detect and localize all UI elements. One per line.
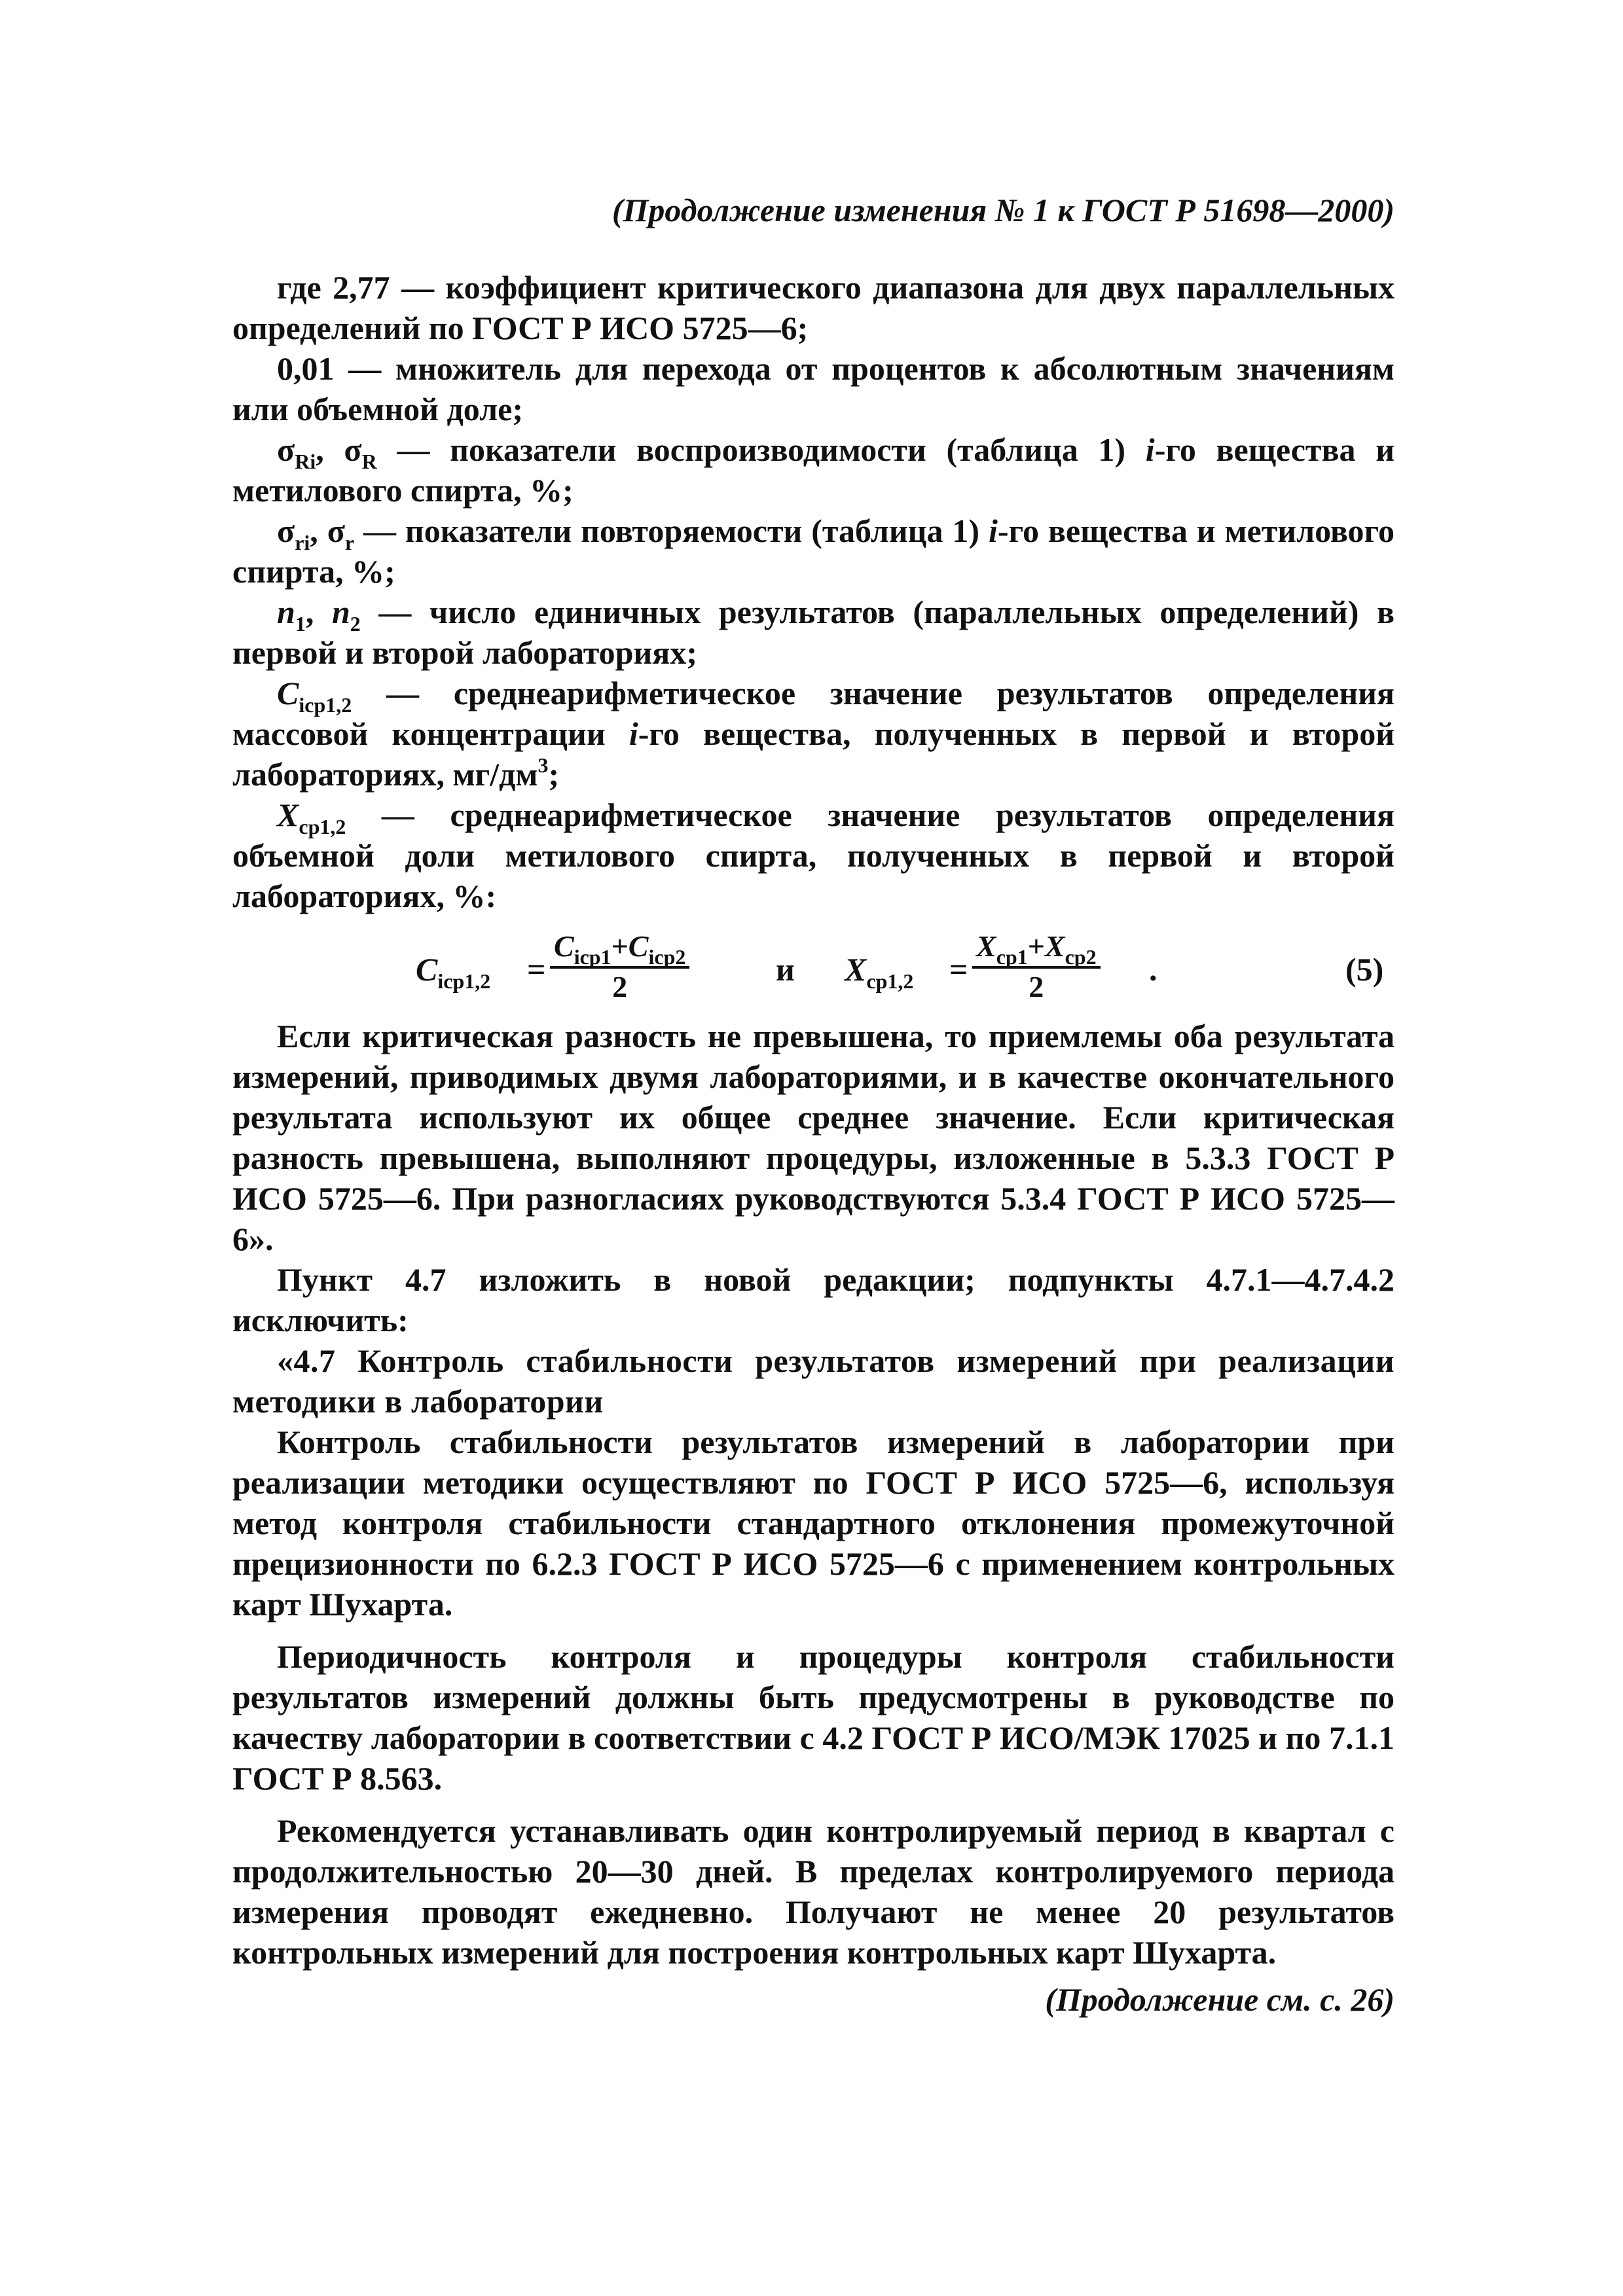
paragraph-critical-difference: Если критическая разность не превышена, то приемлемы оба результата измерений, приводимых двумя лабораториями, и в качестве окончательного результата используют их общее среднее значение. Если критическая разность превышена, выполняют процедуры, изложенные в 5.3.3 ГОСТ Р ИСО 5725—6. При разногласиях руководствуются 5.3.4 ГОСТ Р ИСО 5725—6». [232, 1018, 1395, 1257]
paragraph-periodicity: Периодичность контроля и процедуры контроля стабильности результатов измерений должны быть предусмотрены в руководстве по качеству лаборатории в соответствии с 4.2 ГОСТ Р ИСО/МЭК 17025 и по 7.1.1 ГОСТ Р 8.563. [232, 1638, 1395, 1797]
paragraph-control-period: Рекомендуется устанавливать один контролируемый период в квартал с продолжительностью 20—30 дней. В пределах контролируемого периода измерения проводят ежедневно. Получают не менее 20 результатов контрольных измерений для построения контрольных карт Шухарта. [232, 1812, 1395, 1971]
formula-number: (5) [1345, 951, 1384, 988]
definition-0-01: 0,01 — множитель для перехода от процентов к абсолютным значениям или объемной доле; [232, 350, 1395, 427]
formula-and: и [776, 951, 795, 988]
formula-5 [232, 928, 1395, 1009]
formula-eq-2: = [949, 951, 968, 988]
formula-lhs-x: $X_{cp1,2}$ [845, 951, 914, 993]
formula-fraction-c: $C_{icp1}+C_{icp2}$ 2 [550, 928, 689, 1005]
formula-dot: . [1149, 951, 1158, 988]
section-heading-4-7: «4.7 Контроль стабильности результатов измерений при реализации методики в лаборатории [232, 1342, 1395, 1420]
continuation-footer: (Продолжение см. с. 26) [1045, 1981, 1395, 2018]
definition-n: $n_1$, $n_2$ — число единичных результатов (параллельных определений) в первой и второй лабораториях; [232, 594, 1395, 671]
formula-fraction-x: $X_{cp1}+X_{cp2}$ 2 [972, 928, 1101, 1005]
formula-lhs-c: $C_{icp1,2}$ [416, 951, 491, 993]
paragraph-stability-control: Контроль стабильности результатов измерений в лаборатории при реализации методики осуществляют по ГОСТ Р ИСО 5725—6, используя метод контроля стабильности стандартного отклонения промежуточной прецизионности по 6.2.3 ГОСТ Р ИСО 5725—6 с применением контрольных карт Шухарта. [232, 1424, 1395, 1623]
running-header: (Продолжение изменения № 1 к ГОСТ Р 51698—2000) [611, 192, 1395, 228]
definition-sigma-R: $\sigma_{Ri}$, $\sigma_R$ — показатели воспроизводимости (таблица 1) i-го вещества и метилового спирта, %; [232, 431, 1395, 509]
document-page [232, 190, 1395, 2020]
definition-C-icp: $C_{icp1,2}$ — среднеарифметическое значение результатов определения массовой концентрации i-го вещества, полученных в первой и второй лабораториях, $мг/дм^3$; [232, 675, 1395, 793]
definition-X-cp: $X_{cp1,2}$ — среднеарифметическое значение результатов определения объемной доли метилового спирта, полученных в первой и второй лабораториях, %: [232, 797, 1395, 914]
paragraph-item-4-7: Пункт 4.7 изложить в новой редакции; подпункты 4.7.1—4.7.4.2 исключить: [232, 1261, 1395, 1338]
definition-sigma-r: $\sigma_{ri}$, $\sigma_r$ — показатели повторяемости (таблица 1) i-го вещества и метилового спирта, %; [232, 512, 1395, 590]
definition-2-77: где 2,77 — коэффициент критического диапазона для двух параллельных определений по ГОСТ Р ИСО 5725—6; [232, 269, 1395, 346]
formula-eq-1: = [527, 951, 546, 988]
